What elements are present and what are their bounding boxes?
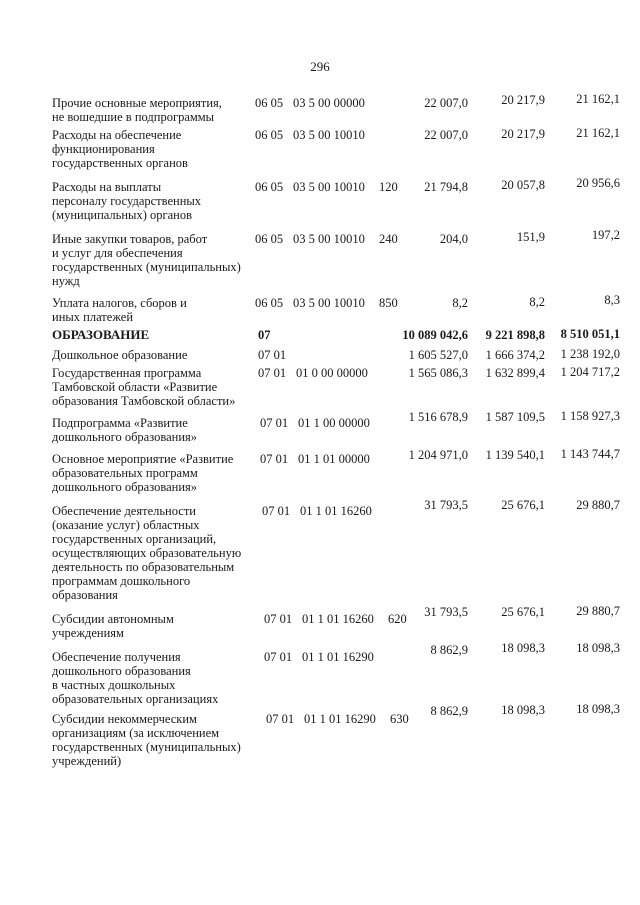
row-name: Субсидии некоммерческим организациям (за исключением государственных (муниципальных) учреждений): [52, 712, 241, 768]
row-value-year3: 8 510 051,1: [560, 327, 620, 341]
row-article-code: 01 1 01 16290: [302, 650, 374, 664]
row-value-year1: 1 565 086,3: [408, 366, 468, 380]
row-value-year1: 204,0: [439, 232, 468, 246]
row-section-code: 06 05: [255, 232, 284, 246]
row-article-code: 03 5 00 10010: [293, 128, 365, 142]
row-value-year2: 20 217,9: [501, 127, 545, 141]
row-value-year3: 1 238 192,0: [560, 347, 620, 361]
row-value-year2: 25 676,1: [501, 605, 545, 619]
row-value-year1: 1 204 971,0: [408, 448, 468, 462]
row-value-year3: 29 880,7: [576, 498, 620, 512]
row-expense-type-code: 850: [379, 296, 398, 310]
row-section-code: 07 01: [264, 650, 293, 664]
row-value-year1: 8,2: [452, 296, 468, 310]
row-value-year2: 9 221 898,8: [485, 328, 545, 342]
row-value-year2: 1 632 899,4: [485, 366, 545, 380]
row-value-year2: 18 098,3: [501, 641, 545, 655]
row-name: Обеспечение деятельности (оказание услуг) областных государственных организаций, осуществляющих образовательную деятельность по образовательным программам дошкольного образования: [52, 504, 242, 602]
row-name: Расходы на выплаты персоналу государственных (муниципальных) органов: [52, 180, 202, 222]
row-name: Уплата налогов, сборов и иных платежей: [52, 296, 187, 324]
row-section-code: 06 05: [255, 96, 284, 110]
row-article-code: 03 5 00 10010: [293, 232, 365, 246]
row-value-year1: 1 605 527,0: [408, 348, 468, 362]
row-section-code: 07 01: [260, 452, 289, 466]
row-value-year3: 20 956,6: [576, 176, 620, 190]
row-value-year1: 31 793,5: [424, 605, 468, 619]
row-value-year3: 21 162,1: [576, 126, 620, 140]
row-value-year1: 22 007,0: [424, 128, 468, 142]
row-value-year1: 1 516 678,9: [408, 410, 468, 424]
row-section-code: 07 01: [260, 416, 289, 430]
row-value-year2: 1 139 540,1: [485, 448, 545, 462]
row-value-year3: 1 158 927,3: [560, 409, 620, 423]
row-value-year1: 10 089 042,6: [402, 328, 468, 342]
row-name: Иные закупки товаров, работ и услуг для обеспечения государственных (муниципальных) нужд: [52, 232, 241, 288]
row-expense-type-code: 620: [388, 612, 407, 626]
row-article-code: 01 1 00 00000: [298, 416, 370, 430]
row-value-year3: 8,3: [604, 293, 620, 307]
row-name: Прочие основные мероприятия, не вошедшие в подпрограммы: [52, 96, 222, 124]
row-article-code: 01 0 00 00000: [296, 366, 368, 380]
row-name: Расходы на обеспечение функционирования государственных органов: [52, 128, 188, 170]
row-section-code: 06 05: [255, 180, 284, 194]
row-name: Основное мероприятие «Развитие образовательных программ дошкольного образования»: [52, 452, 234, 494]
row-name: ОБРАЗОВАНИЕ: [52, 327, 150, 342]
row-article-code: 01 1 01 16260: [300, 504, 372, 518]
row-name: Дошкольное образование: [52, 348, 188, 362]
row-section-code: 07 01: [258, 348, 287, 362]
row-name: Подпрограмма «Развитие дошкольного образования»: [52, 416, 198, 444]
row-value-year1: 31 793,5: [424, 498, 468, 512]
row-value-year1: 22 007,0: [424, 96, 468, 110]
row-article-code: 03 5 00 10010: [293, 296, 365, 310]
row-article-code: 03 5 00 00000: [293, 96, 365, 110]
row-expense-type-code: 630: [390, 712, 409, 726]
row-value-year2: 1 666 374,2: [485, 348, 545, 362]
row-section-code: 07: [258, 328, 271, 342]
row-value-year3: 1 143 744,7: [560, 447, 620, 461]
row-value-year2: 18 098,3: [501, 703, 545, 717]
row-article-code: 01 1 01 00000: [298, 452, 370, 466]
row-article-code: 01 1 01 16260: [302, 612, 374, 626]
row-value-year1: 8 862,9: [430, 643, 468, 657]
row-expense-type-code: 120: [379, 180, 398, 194]
row-value-year2: 25 676,1: [501, 498, 545, 512]
row-value-year3: 197,2: [591, 228, 620, 242]
row-name: Государственная программа Тамбовской области «Развитие образования Тамбовской области»: [52, 366, 236, 408]
row-value-year3: 21 162,1: [576, 92, 620, 106]
row-value-year3: 29 880,7: [576, 604, 620, 618]
row-value-year2: 20 217,9: [501, 93, 545, 107]
row-section-code: 06 05: [255, 128, 284, 142]
row-expense-type-code: 240: [379, 232, 398, 246]
row-value-year2: 151,9: [516, 230, 545, 244]
row-section-code: 06 05: [255, 296, 284, 310]
row-value-year2: 8,2: [529, 295, 545, 309]
row-value-year3: 1 204 717,2: [560, 365, 620, 379]
row-name: Обеспечение получения дошкольного образования в частных дошкольных образовательных организациях: [52, 650, 219, 706]
row-value-year2: 1 587 109,5: [485, 410, 545, 424]
row-value-year2: 20 057,8: [501, 178, 545, 192]
row-section-code: 07 01: [264, 612, 293, 626]
row-section-code: 07 01: [262, 504, 291, 518]
row-article-code: 03 5 00 10010: [293, 180, 365, 194]
row-section-code: 07 01: [258, 366, 287, 380]
row-value-year1: 21 794,8: [424, 180, 468, 194]
row-name: Субсидии автономным учреждениям: [52, 612, 174, 640]
row-value-year3: 18 098,3: [576, 702, 620, 716]
page-number: 296: [310, 59, 330, 74]
row-value-year3: 18 098,3: [576, 641, 620, 655]
row-section-code: 07 01: [266, 712, 295, 726]
row-value-year1: 8 862,9: [430, 704, 468, 718]
row-article-code: 01 1 01 16290: [304, 712, 376, 726]
